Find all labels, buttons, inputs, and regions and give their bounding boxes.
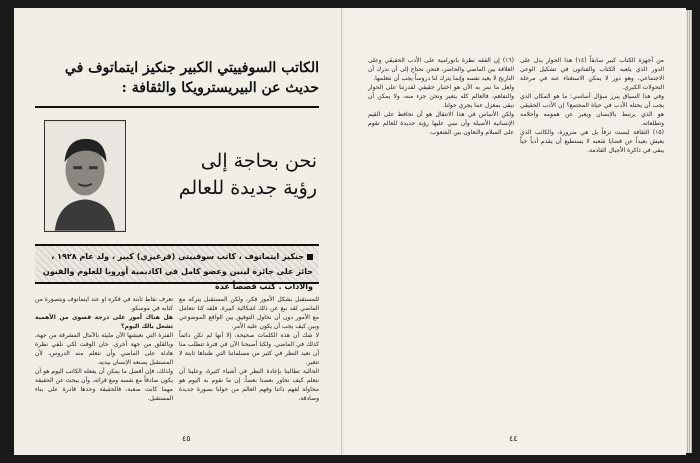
- paragraph: الفترة التي نعيشها الآن مليئة بالآمال المشرقة من جهة، وبالقلق من جهة أخرى. حان الوقت لكي نلقي نظرة هادئة على الماضي وأن نتعلم منه الدروس، لأن المستقبل يصنعه الإنسان بيديه.: [35, 332, 173, 366]
- paragraph: وفي هذا السياق يبرز سؤال أساسي: ما هو المكان الذي يجب أن يحتله الأدب في حياة المجتمع؟ إن الأدب الحقيقي هو الذي يرتبط بالإنسان ويعبر عن همومه وأحلامه وتطلعاته.: [520, 93, 664, 127]
- paragraph: (١٥) الثقافة ليست ترفاً بل هي ضرورة، والكاتب الذي يعيش بعيداً عن قضايا شعبه لا يستطيع أن يقدم أدباً حياً يبقى في ذاكرة الأجيال القادمة.: [520, 129, 664, 154]
- title-rule: [35, 106, 319, 108]
- page-number: ٤٥: [182, 434, 191, 443]
- paragraph: الحالية تطالبنا بإعادة النظر في أشياء كثيرة، وعلينا أن نتعلم كيف نحاور بعضنا بعضاً. إن ما نقوم به اليوم هو محاولة لفهم ذاتنا وفهم العالم من حولنا بصورة جديدة وصادقة.: [179, 368, 319, 402]
- portrait-photo-icon: [45, 121, 125, 231]
- page-number: ٤٤: [509, 434, 518, 443]
- paragraph: لا شك أن هذه الكلمات صحيحة، إلا أنها لم تكن دائماً كذلك في الماضي. ولكنا أصبحنا الآن في فترة تتطلب منا أن نعيد النظر في كثير من مسلماتنا التي ظنناها ثابتة لا تتغير.: [179, 332, 319, 366]
- right-column-right: [520, 56, 664, 155]
- paragraph: (١٦) إن الفقه نظرة بانورامية على الأدب الحقيقي وعلى العلاقة بين الماضي والحاضر، فنحن نحتاج إلى أن ندرك أن التاريخ لا يعيد نفسه وإنما يترك لنا دروساً يجب أن نتعلمها.: [368, 57, 514, 82]
- headline: [147, 148, 317, 202]
- author-portrait: [44, 120, 126, 232]
- left-page: [14, 8, 342, 455]
- infobox-text: جنكيز ايتماتوف ، كاتب سوفييتي (قرغيزي) كبير ، ولد عام ١٩٢٨ ، حائز على جائزة لينين وعضو كامل في اكاديمية أوروبا للعلوم والفنون والآداب . كتب قصصاً عدة: [42, 252, 313, 291]
- paragraph: تعرف نقاط ثابتة في فكره او عند ايتماتوف ويتصورة من كتابه في موسكو.: [35, 296, 173, 312]
- article-title: الكاتب السوفييتي الكبير جنكيز ايتماتوف في حديث عن البيريسترويكا والثقافة :: [64, 60, 319, 96]
- square-bullet-icon: [307, 254, 313, 260]
- paragraph: ولذلك، فإن أفضل ما يمكن أن يفعله الكاتب اليوم هو أن يكون صادقاً مع نفسه ومع قرائه، وأن يبحث عن الحقيقة مهما كانت صعبة، فالحقيقة وحدها قادرة على بناء المستقبل.: [35, 368, 173, 402]
- author-infobox: [35, 244, 319, 291]
- right-column-left: [368, 56, 514, 137]
- question: هل هناك أمور على درجة قصوى من الأهمية تشغل بالك اليوم؟: [35, 314, 173, 330]
- left-column-right: [179, 295, 319, 403]
- right-page: [344, 8, 686, 455]
- headline-line-1: نحن بحاجة إلى: [200, 150, 317, 172]
- left-column-left: [35, 295, 173, 403]
- headline-line-2: رؤية جديدة للعالم: [178, 177, 317, 199]
- page-edges: [686, 10, 692, 453]
- paragraph: من أجهزة الكتاب كبير سابقاً (١٤) هذا الحوار يدل على الدور الذي يلعبه الكتاب والفنانون في تشكيل الوعي الاجتماعي، وهو دور لا يمكن الاستغناء عنه في مرحلة التحولات الكبرى.: [520, 57, 664, 91]
- paragraph: ولعل ما نمر به الآن هو اختبار حقيقي لقدرتنا على الحوار والتفاهم، فالعالم كله يتغير ونحن جزء منه، ولا يمكن أن نبقى بمعزل عما يجري حولنا.: [368, 84, 514, 109]
- paragraph: ولكن الأساس في هذا الانتقال هو أن نحافظ على القيم الإنسانية الأصيلة وأن نبني عليها رؤية جديدة للعالم تقوم على السلام والتعاون بين الشعوب.: [368, 111, 514, 136]
- paragraph: للمستقبل بشكل الأمور فكر، ولكن المستقبل يتركه مع الماضي لقد نبع عن ذلك اشكالية كبيرة. فلقد كنا نتعامل مع الأمور دون أن نحاول التوفيق بين الواقع الموضوعي وبين كيف يجب أن يكون عليه الأمر.: [179, 296, 319, 330]
